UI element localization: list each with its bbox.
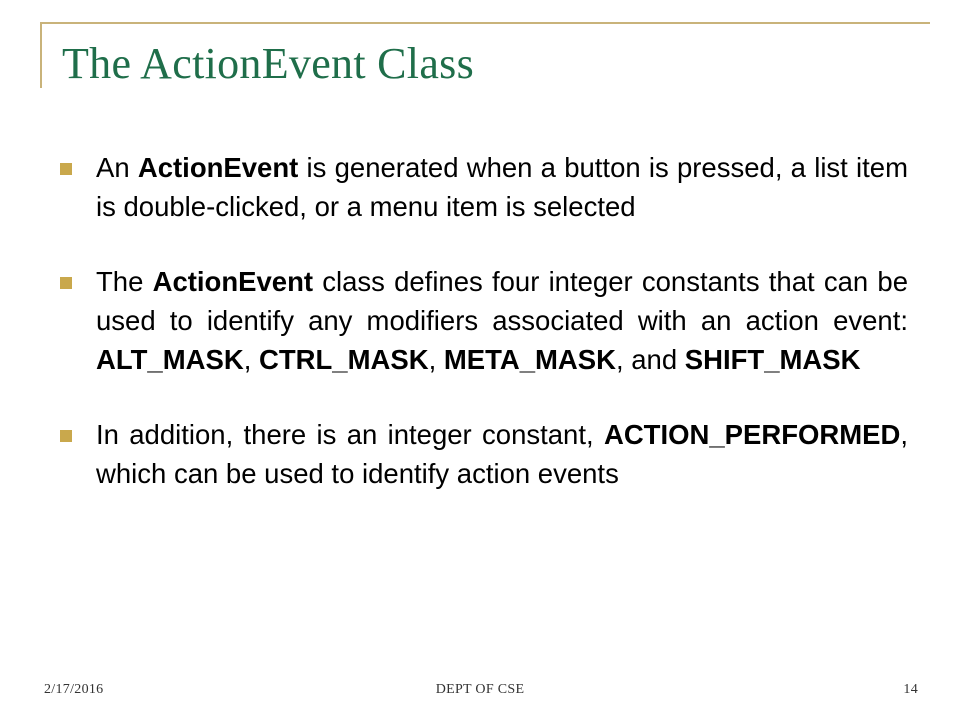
footer-page-number: 14 xyxy=(903,682,918,697)
bullet-text: In addition, there is an integer constant, ACTION_PERFORMED, which can be used to identify action events xyxy=(96,419,908,489)
bullet-text: An ActionEvent is generated when a button is pressed, a list item is double-clicked, or a menu item is selected xyxy=(96,152,908,222)
square-bullet-icon xyxy=(60,277,72,289)
bullet-list xyxy=(58,148,908,493)
square-bullet-icon xyxy=(60,430,72,442)
bullet-item xyxy=(58,415,908,493)
footer-date: 2/17/2016 xyxy=(44,682,104,697)
frame-left-rule xyxy=(40,22,42,88)
footer-department: DEPT OF CSE xyxy=(435,682,525,697)
bullet-item xyxy=(58,262,908,379)
frame-top-rule xyxy=(40,22,930,24)
slide-title: The ActionEvent Class xyxy=(62,39,475,88)
square-bullet-icon xyxy=(60,163,72,175)
bullet-item xyxy=(58,148,908,226)
bullet-text: The ActionEvent class defines four integer constants that can be used to identify any modifiers associated with an action event: ALT_MASK, CTRL_MASK, META_MASK, and SHIFT_MASK xyxy=(96,266,908,375)
